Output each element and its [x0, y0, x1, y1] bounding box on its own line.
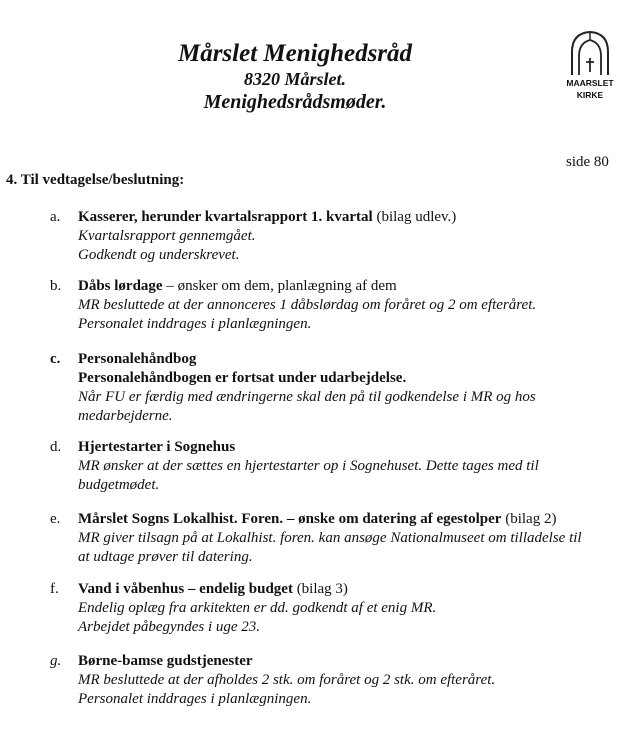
item-suffix: – ønsker om dem, planlægning af dem	[162, 278, 397, 294]
item-title: Vand i våbenhus – endelig budget	[78, 581, 293, 597]
item-note-line: Endelig oplæg fra arkitekten er dd. godkendt af et enig MR.	[78, 600, 437, 616]
item-note-line: Arbejdet påbegyndes i uge 23.	[78, 619, 261, 635]
item-letter: b.	[50, 278, 62, 294]
item-title: Hjertestarter i Sognehus	[78, 439, 236, 455]
item-letter: d.	[50, 439, 62, 455]
document-header	[0, 40, 590, 114]
item-letter: c.	[50, 351, 61, 367]
item-letter: g.	[50, 653, 62, 669]
item-note-line: MR ønsker at der sættes en hjertestarter op i Sognehuset. Dette tages med til	[78, 458, 539, 474]
item-note-line: Personalet inddrages i planlægningen.	[78, 691, 312, 707]
logo-label-line1: MAARSLET	[566, 78, 614, 88]
item-title: Børne-bamse gudstjenester	[78, 653, 253, 669]
church-logo	[560, 30, 620, 100]
item-note-line: Personalet inddrages i planlægningen.	[78, 316, 312, 332]
postal-line: 8320 Mårslet.	[243, 69, 346, 89]
item-title: Mårslet Sogns Lokalhist. Foren. – ønske om datering af egestolper	[78, 511, 502, 527]
item-suffix: (bilag 2)	[501, 511, 557, 527]
agenda-item-d	[50, 438, 620, 495]
item-letter: f.	[50, 581, 59, 597]
agenda-item-g	[50, 652, 620, 709]
item-letter: e.	[50, 511, 61, 527]
meeting-subtitle: Menighedsrådsmøder.	[203, 91, 387, 113]
logo-label-line2: KIRKE	[576, 90, 604, 100]
item-note-line: MR besluttede at der afholdes 2 stk. om foråret og 2 stk. om efteråret.	[78, 672, 496, 688]
item-suffix: (bilag udlev.)	[372, 209, 457, 225]
item-title: Dåbs lørdage	[78, 278, 163, 294]
church-arch-cross-icon	[569, 30, 611, 76]
council-title: Mårslet Menighedsråd	[177, 40, 413, 67]
item-note-line: Kvartalsrapport gennemgået.	[78, 228, 256, 244]
item-suffix: (bilag 3)	[292, 581, 348, 597]
page-number: side 80	[566, 154, 609, 170]
item-note-line: Godkendt og underskrevet.	[78, 247, 240, 263]
item-note-line: budgetmødet.	[78, 477, 160, 493]
section-heading: 4. Til vedtagelse/beslutning:	[6, 172, 185, 188]
agenda-item-a	[50, 208, 620, 265]
item-note-line: MR besluttede at der annonceres 1 dåbslørdag om foråret og 2 om efteråret.	[78, 297, 537, 313]
agenda-item-e	[50, 510, 620, 567]
agenda-item-c	[50, 350, 620, 426]
agenda-item-b	[50, 277, 620, 334]
agenda-item-f	[50, 580, 620, 637]
item-note-line: MR giver tilsagn på at Lokalhist. foren. kan ansøge Nationalmuseet om tilladelse til	[78, 530, 582, 546]
item-note-line: Når FU er færdig med ændringerne skal den på til godkendelse i MR og hos	[78, 389, 536, 405]
item-note-line: medarbejderne.	[78, 408, 173, 424]
item-title: Personalehåndbog	[78, 351, 197, 367]
item-title-line2: Personalehåndbogen er fortsat under udarbejdelse.	[78, 370, 407, 386]
item-title: Kasserer, herunder kvartalsrapport 1. kvartal	[78, 209, 373, 225]
item-letter: a.	[50, 209, 61, 225]
item-note-line: at udtage prøver til datering.	[78, 549, 253, 565]
